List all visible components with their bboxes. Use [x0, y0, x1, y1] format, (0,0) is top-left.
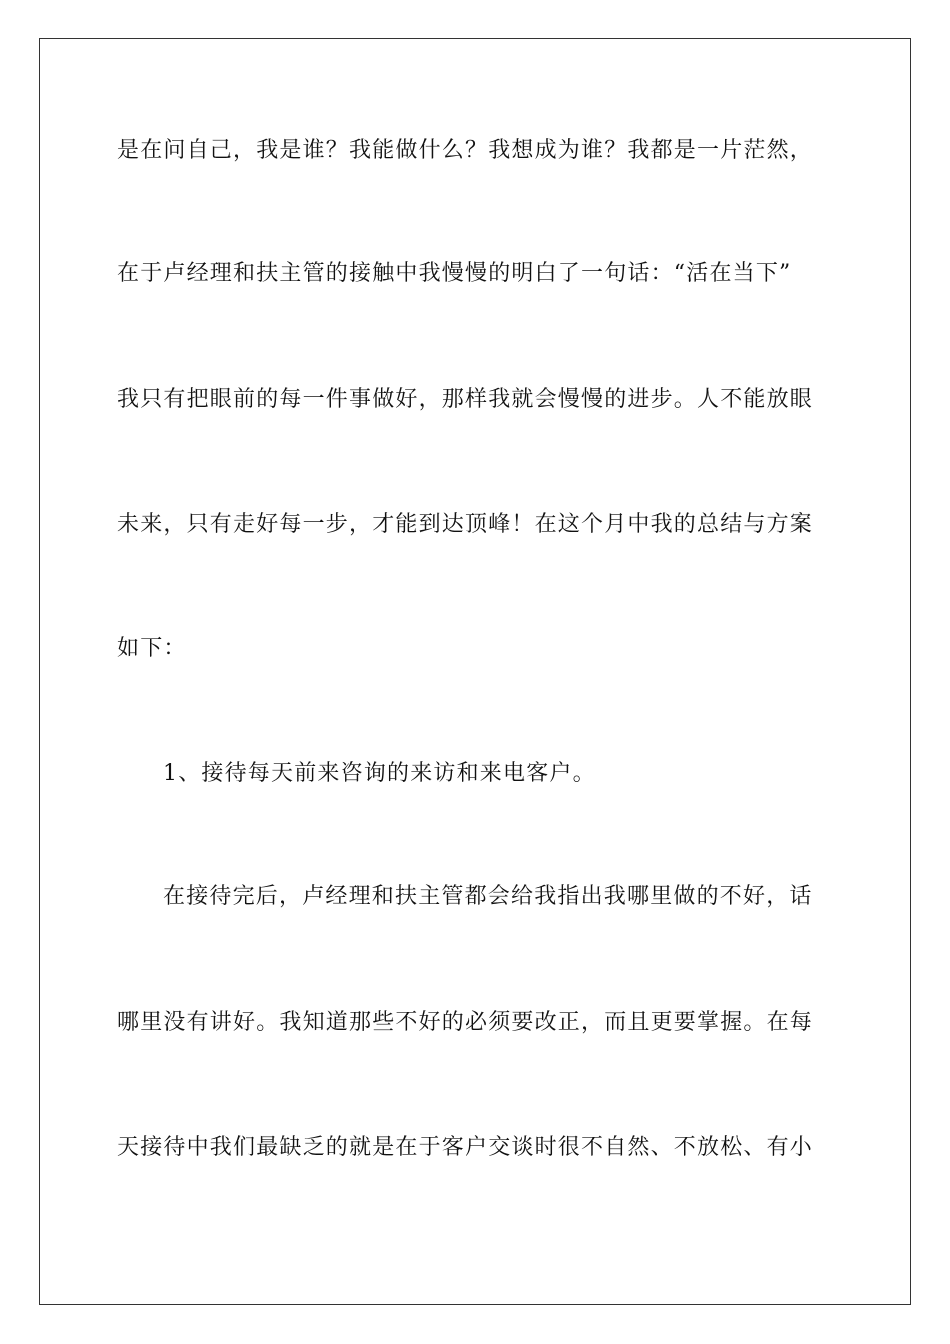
page-border: [39, 38, 911, 1305]
text-line-1: 是在问自己，我是谁？我能做什么？我想成为谁？我都是一片茫然，: [117, 138, 814, 163]
text-line-5: 如下：: [117, 636, 187, 661]
text-line-4: 未来，只有走好每一步，才能到达顶峰！在这个月中我的总结与方案: [117, 512, 814, 537]
text-line-3: 我只有把眼前的每一件事做好，那样我就会慢慢的进步。人不能放眼: [117, 387, 814, 412]
paragraph-first-line: 在接待完后，卢经理和扶主管都会给我指出我哪里做的不好，话: [163, 884, 813, 909]
text-line-2: 在于卢经理和扶主管的接触中我慢慢的明白了一句话：“活在当下”: [117, 261, 792, 286]
list-item-1: 1、接待每天前来咨询的来访和来电客户。: [163, 761, 596, 786]
text-line-8: 哪里没有讲好。我知道那些不好的必须要改正，而且更要掌握。在每: [117, 1010, 814, 1035]
text-line-9: 天接待中我们最缺乏的就是在于客户交谈时很不自然、不放松、有小: [117, 1135, 814, 1160]
